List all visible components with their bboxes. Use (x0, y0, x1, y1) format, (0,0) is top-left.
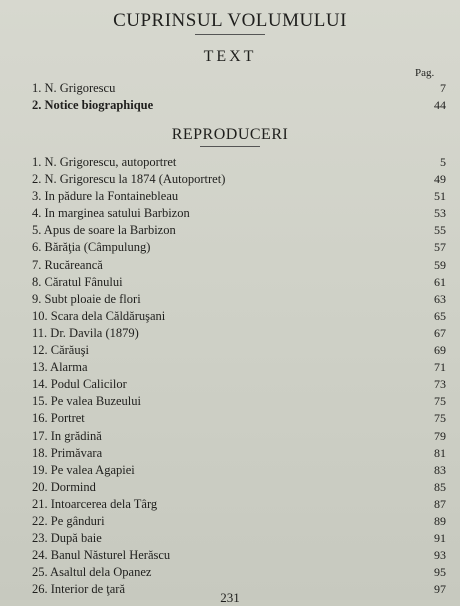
page-title: CUPRINSUL VOLUMULUI (113, 10, 347, 31)
toc-entry-page: 91 (434, 531, 446, 546)
toc-entry-page: 51 (434, 189, 446, 204)
toc-entry-label: 21. Intoarcerea dela Târg (32, 496, 158, 511)
toc-entry-label: 1. N. Grigorescu, autoportret (32, 155, 177, 169)
toc-entry-label: 4. In marginea satului Barbizon (32, 206, 190, 221)
toc-entry (32, 97, 446, 114)
page-number: 231 (220, 590, 240, 605)
toc-entry (32, 325, 446, 342)
reproductions-section-title: REPRODUCERI (171, 126, 289, 143)
toc-entry-page: 89 (434, 513, 446, 528)
toc-entry-page: 69 (434, 343, 446, 358)
toc-entry-label: 13. Alarma (32, 360, 88, 375)
toc-entry-label: 5. Apus de soare la Barbizon (32, 223, 176, 238)
toc-entry-page: 53 (434, 206, 446, 221)
reproductions-list (32, 154, 446, 598)
toc-entry (32, 513, 446, 530)
toc-entry (32, 308, 446, 325)
toc-entry (32, 479, 446, 496)
toc-entry-page: 63 (434, 291, 446, 306)
toc-entry (32, 257, 446, 274)
toc-entry-page: 95 (434, 565, 446, 580)
toc-entry (32, 342, 446, 359)
toc-entry-label: 25. Asaltul dela Opanez (32, 565, 152, 580)
title-underline (195, 34, 265, 35)
toc-entry (32, 239, 446, 256)
toc-entry-label: 18. Primăvara (32, 445, 103, 460)
toc-entry (32, 222, 446, 239)
toc-entry-label: 23. După baie (32, 531, 102, 546)
toc-entry-label: 11. Dr. Davila (1879) (32, 325, 139, 340)
toc-entry-label: 15. Pe valea Buzeului (32, 394, 141, 409)
toc-entry-label: 12. Cărăuşi (32, 343, 89, 358)
toc-entry-page: 93 (434, 548, 446, 563)
toc-entry-label: 17. In grădină (32, 428, 102, 443)
toc-entry-page: 44 (434, 98, 446, 113)
toc-entry-label: 24. Banul Năsturel Herăscu (32, 548, 171, 563)
toc-entry-page: 83 (434, 462, 446, 477)
toc-entry-page: 59 (434, 257, 446, 272)
toc-entry (32, 188, 446, 205)
toc-entry-label: 1. N. Grigorescu (32, 81, 116, 95)
toc-entry-label: 20. Dormind (32, 479, 96, 494)
toc-entry-page: 7 (440, 81, 446, 95)
toc-entry-page: 55 (434, 223, 446, 238)
toc-entry-label: 26. Interior de ţară (32, 582, 126, 597)
toc-entry-label: 7. Rucăreancă (32, 257, 103, 272)
toc-entry (32, 376, 446, 393)
toc-entry-page: 57 (434, 240, 446, 255)
toc-entry (32, 496, 446, 513)
toc-entry-label: 16. Portret (32, 411, 85, 426)
text-section-list (32, 80, 446, 114)
toc-entry (32, 291, 446, 308)
toc-entry (32, 274, 446, 291)
toc-entry-label: 2. N. Grigorescu la 1874 (Autoportret) (32, 172, 226, 187)
toc-entry-page: 85 (434, 479, 446, 494)
toc-entry (32, 205, 446, 222)
toc-entry (32, 564, 446, 581)
pag-column-label: Pag. (415, 67, 435, 79)
toc-entry (32, 359, 446, 376)
toc-entry-page: 87 (434, 496, 446, 511)
toc-entry-label: 9. Subt ploaie de flori (32, 291, 141, 306)
toc-entry (32, 462, 446, 479)
toc-entry-page: 81 (434, 445, 446, 460)
toc-entry-page: 49 (434, 172, 446, 187)
toc-entry (32, 410, 446, 427)
toc-entry-page: 73 (434, 377, 446, 392)
toc-entry-page: 75 (434, 411, 446, 426)
toc-entry (32, 445, 446, 462)
toc-entry-label: 6. Bărăţia (Câmpulung) (32, 240, 151, 255)
toc-entry-label: 8. Căratul Fânului (32, 274, 123, 289)
toc-entry-label: 3. In pădure la Fontainebleau (32, 189, 179, 204)
toc-entry-page: 71 (434, 360, 446, 375)
toc-entry-label: 14. Podul Calicilor (32, 377, 127, 392)
toc-entry-label: 19. Pe valea Agapiei (32, 462, 135, 477)
toc-entry-label: 10. Scara dela Căldăruşani (32, 308, 166, 323)
toc-entry-label: 2. Notice biographique (32, 98, 154, 113)
toc-entry-page: 61 (434, 274, 446, 289)
toc-entry-page: 75 (434, 394, 446, 409)
toc-entry (32, 171, 446, 188)
toc-entry (32, 80, 446, 97)
toc-entry-page: 5 (440, 155, 446, 169)
toc-entry-page: 97 (434, 582, 446, 597)
reproductions-underline (200, 146, 260, 147)
toc-entry (32, 154, 446, 171)
toc-entry (32, 530, 446, 547)
toc-entry (32, 547, 446, 564)
text-section-title: TEXT (203, 48, 257, 65)
toc-entry-label: 22. Pe gânduri (32, 513, 105, 528)
toc-entry (32, 393, 446, 410)
toc-entry-page: 67 (434, 325, 446, 340)
toc-entry-page: 65 (434, 308, 446, 323)
toc-entry-page: 79 (434, 428, 446, 443)
toc-entry (32, 428, 446, 445)
